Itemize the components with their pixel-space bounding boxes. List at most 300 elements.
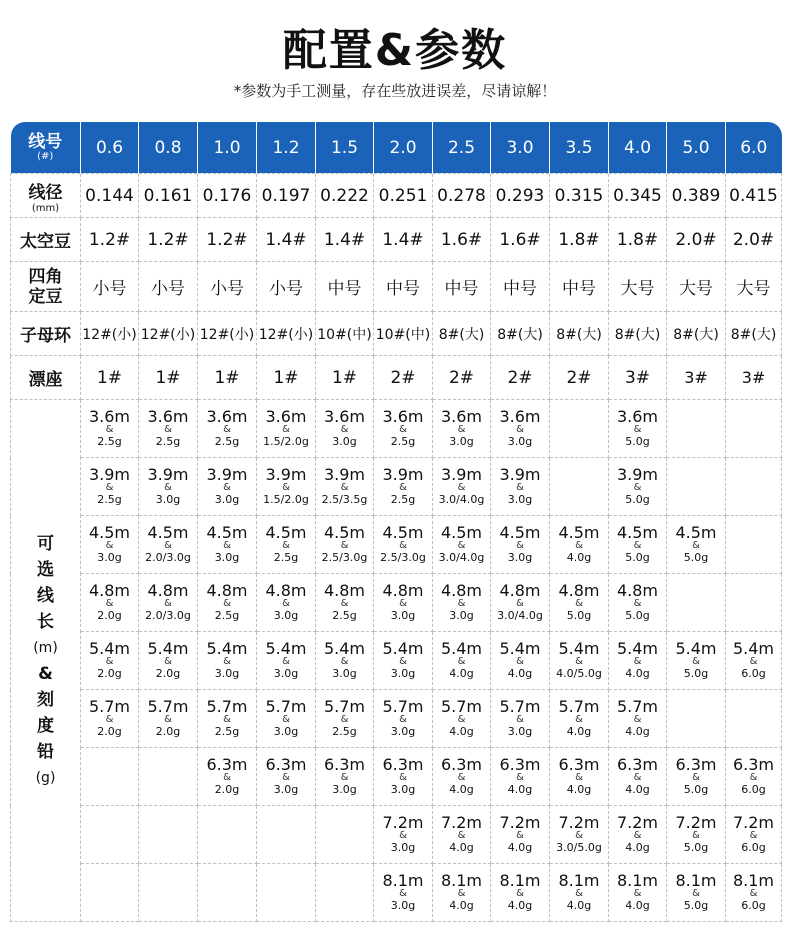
amp-symbol: & bbox=[399, 888, 407, 899]
amp-symbol: & bbox=[164, 656, 172, 667]
spec-value: 中号 bbox=[433, 262, 491, 312]
amp-symbol: & bbox=[399, 830, 407, 841]
line-length: 5.7m bbox=[558, 697, 600, 716]
line-length: 4.8m bbox=[323, 581, 366, 600]
amp-symbol: & bbox=[340, 540, 349, 551]
length-row bbox=[11, 516, 782, 574]
sinker-weight: 5.0g bbox=[683, 899, 709, 912]
amp-symbol: & bbox=[516, 598, 524, 609]
length-weight-cell bbox=[316, 806, 374, 864]
line-length: 4.5m bbox=[265, 523, 307, 542]
sinker-weight: 5.0g bbox=[625, 609, 650, 622]
line-length: 3.6m bbox=[616, 407, 659, 426]
length-weight-cell bbox=[433, 516, 491, 574]
spec-value: 中号 bbox=[550, 262, 609, 312]
length-weight-cell bbox=[726, 574, 782, 632]
spec-row bbox=[11, 174, 782, 218]
length-weight-cell bbox=[257, 458, 316, 516]
sinker-weight: 6.0g bbox=[741, 899, 766, 912]
length-weight-cell bbox=[726, 400, 782, 458]
sinker-weight: 4.0g bbox=[625, 899, 650, 912]
length-row bbox=[11, 458, 782, 516]
amp-symbol: & bbox=[516, 424, 524, 435]
line-length: 3.9m bbox=[440, 465, 483, 484]
sinker-weight: 2.5/3.0g bbox=[380, 551, 426, 564]
length-weight-cell bbox=[139, 748, 198, 806]
sinker-weight: 6.0g bbox=[741, 783, 766, 796]
length-weight-cell bbox=[316, 516, 374, 574]
line-length: 4.5m bbox=[323, 523, 366, 542]
sinker-weight: 2.5g bbox=[214, 609, 240, 622]
amp-symbol: & bbox=[633, 482, 642, 493]
length-weight-cell bbox=[491, 690, 550, 748]
sinker-weight: 4.0g bbox=[449, 667, 474, 680]
amp-symbol: & bbox=[340, 424, 349, 435]
sinker-weight: 5.0g bbox=[566, 609, 592, 622]
line-length: 6.3m bbox=[206, 755, 248, 774]
line-length: 7.2m bbox=[499, 813, 541, 832]
amp-symbol: & bbox=[575, 714, 583, 725]
amp-symbol: & bbox=[105, 540, 114, 551]
line-length: 8.1m bbox=[732, 871, 775, 890]
sinker-weight: 5.0g bbox=[625, 551, 650, 564]
line-length: 5.4m bbox=[732, 639, 775, 658]
spec-value: 3# bbox=[667, 356, 726, 400]
sinker-weight: 3.0g bbox=[390, 609, 416, 622]
sinker-weight: 3.0g bbox=[332, 435, 357, 448]
line-length: 7.2m bbox=[382, 813, 424, 832]
length-weight-cell bbox=[667, 400, 726, 458]
line-length: 5.4m bbox=[265, 639, 307, 658]
length-weight-cell bbox=[491, 574, 550, 632]
spec-value: 1# bbox=[316, 356, 374, 400]
length-weight-cell bbox=[374, 806, 433, 864]
amp-symbol: & bbox=[399, 714, 407, 725]
length-weight-cell bbox=[81, 806, 139, 864]
amp-symbol: & bbox=[457, 714, 466, 725]
length-weight-cell bbox=[491, 748, 550, 806]
length-weight-cell bbox=[609, 458, 667, 516]
sinker-weight: 4.0g bbox=[507, 667, 533, 680]
line-length: 6.3m bbox=[675, 755, 717, 774]
length-row bbox=[11, 748, 782, 806]
amp-symbol: & bbox=[633, 540, 642, 551]
line-length: 4.8m bbox=[499, 581, 541, 600]
length-weight-cell bbox=[257, 864, 316, 922]
line-length: 3.9m bbox=[323, 465, 366, 484]
amp-symbol: & bbox=[223, 656, 231, 667]
sinker-weight: 4.0g bbox=[566, 551, 592, 564]
line-length: 5.7m bbox=[323, 697, 366, 716]
sinker-weight: 3.0g bbox=[390, 725, 416, 738]
sinker-weight: 2.5g bbox=[214, 725, 240, 738]
spec-value: 0.293 bbox=[491, 174, 550, 218]
amp-symbol: & bbox=[223, 424, 231, 435]
amp-symbol: & bbox=[692, 656, 700, 667]
length-label-char: (m) bbox=[33, 639, 58, 656]
spec-value: 中号 bbox=[374, 262, 433, 312]
length-weight-cell bbox=[257, 632, 316, 690]
sinker-weight: 3.0g bbox=[214, 493, 240, 506]
length-weight-cell bbox=[81, 632, 139, 690]
sinker-weight: 2.5g bbox=[155, 435, 181, 448]
length-weight-cell bbox=[609, 806, 667, 864]
length-weight-cell bbox=[433, 632, 491, 690]
sinker-weight: 3.0g bbox=[390, 783, 416, 796]
sinker-weight: 2.5g bbox=[214, 435, 240, 448]
length-weight-cell bbox=[139, 806, 198, 864]
amp-symbol: & bbox=[105, 424, 114, 435]
amp-symbol: & bbox=[516, 656, 524, 667]
length-weight-cell bbox=[139, 400, 198, 458]
amp-symbol: & bbox=[340, 598, 349, 609]
spec-value: 12#(小) bbox=[257, 312, 316, 356]
sinker-weight: 3.0g bbox=[390, 667, 416, 680]
amp-symbol: & bbox=[164, 540, 172, 551]
sinker-weight: 6.0g bbox=[741, 841, 766, 854]
spec-value: 0.144 bbox=[81, 174, 139, 218]
length-weight-cell bbox=[198, 864, 257, 922]
amp-symbol: & bbox=[282, 772, 290, 783]
line-length: 3.6m bbox=[206, 407, 248, 426]
line-length: 5.4m bbox=[323, 639, 366, 658]
amp-symbol: & bbox=[457, 888, 466, 899]
spec-value: 1.6# bbox=[433, 218, 491, 262]
length-weight-cell bbox=[198, 632, 257, 690]
length-weight-cell bbox=[316, 400, 374, 458]
spec-value: 小号 bbox=[81, 262, 139, 312]
amp-symbol: & bbox=[399, 482, 407, 493]
sinker-weight: 3.0g bbox=[507, 725, 533, 738]
row-label-cell bbox=[11, 312, 81, 356]
sinker-weight: 2.0g bbox=[97, 667, 122, 680]
sinker-weight: 2.0g bbox=[97, 609, 122, 622]
line-length: 6.3m bbox=[616, 755, 659, 774]
amp-symbol: & bbox=[457, 540, 466, 551]
spec-value: 0.315 bbox=[550, 174, 609, 218]
sinker-weight: 2.0/3.0g bbox=[145, 551, 191, 564]
line-length: 4.5m bbox=[616, 523, 659, 542]
line-length: 6.3m bbox=[323, 755, 366, 774]
line-length: 6.3m bbox=[382, 755, 424, 774]
length-weight-cell bbox=[198, 806, 257, 864]
length-weight-cell bbox=[81, 516, 139, 574]
spec-value: 3# bbox=[726, 356, 782, 400]
row-label-cell bbox=[11, 174, 81, 218]
length-weight-cell bbox=[609, 516, 667, 574]
spec-value: 1.4# bbox=[316, 218, 374, 262]
amp-symbol: & bbox=[223, 540, 231, 551]
sinker-weight: 4.0g bbox=[625, 667, 650, 680]
length-weight-cell bbox=[726, 516, 782, 574]
length-weight-cell bbox=[139, 458, 198, 516]
spec-value: 8#(大) bbox=[550, 312, 609, 356]
amp-symbol: & bbox=[516, 714, 524, 725]
line-length: 5.7m bbox=[440, 697, 483, 716]
spec-table bbox=[10, 122, 782, 922]
amp-symbol: & bbox=[457, 482, 466, 493]
length-weight-cell bbox=[374, 400, 433, 458]
amp-symbol: & bbox=[633, 772, 642, 783]
spec-value: 1.6# bbox=[491, 218, 550, 262]
spec-value: 1# bbox=[81, 356, 139, 400]
length-weight-cell bbox=[257, 516, 316, 574]
length-weight-cell bbox=[198, 400, 257, 458]
spec-value: 1.2# bbox=[139, 218, 198, 262]
spec-value: 1# bbox=[198, 356, 257, 400]
sinker-weight: 3.0/5.0g bbox=[556, 841, 602, 854]
sinker-weight: 3.0g bbox=[155, 493, 181, 506]
sinker-weight: 2.5g bbox=[97, 493, 122, 506]
length-weight-cell bbox=[198, 574, 257, 632]
line-length: 3.6m bbox=[382, 407, 424, 426]
amp-symbol: & bbox=[749, 656, 758, 667]
amp-symbol: & bbox=[340, 656, 349, 667]
amp-symbol: & bbox=[164, 424, 172, 435]
spec-row bbox=[11, 262, 782, 312]
length-weight-cell bbox=[316, 632, 374, 690]
sinker-weight: 2.5g bbox=[390, 493, 416, 506]
line-length: 4.8m bbox=[616, 581, 659, 600]
amp-symbol: & bbox=[692, 540, 700, 551]
length-weight-cell bbox=[550, 806, 609, 864]
sinker-weight: 2.0g bbox=[155, 667, 181, 680]
header-label-cell bbox=[11, 122, 81, 174]
line-length: 5.7m bbox=[616, 697, 659, 716]
amp-symbol: & bbox=[457, 772, 466, 783]
length-weight-cell bbox=[81, 748, 139, 806]
spec-value: 2.0# bbox=[726, 218, 782, 262]
line-length: 5.7m bbox=[147, 697, 189, 716]
length-weight-cell bbox=[374, 516, 433, 574]
length-weight-cell bbox=[491, 864, 550, 922]
line-length: 4.5m bbox=[206, 523, 248, 542]
length-weight-cell bbox=[433, 690, 491, 748]
length-weight-cell bbox=[198, 458, 257, 516]
amp-symbol: & bbox=[399, 424, 407, 435]
length-weight-cell bbox=[374, 458, 433, 516]
amp-symbol: & bbox=[575, 656, 583, 667]
length-weight-cell bbox=[374, 574, 433, 632]
spec-value: 大号 bbox=[726, 262, 782, 312]
amp-symbol: & bbox=[575, 830, 583, 841]
header-value: 2.0 bbox=[374, 122, 433, 174]
amp-symbol: & bbox=[223, 714, 231, 725]
line-length: 5.4m bbox=[558, 639, 600, 658]
length-weight-cell bbox=[374, 632, 433, 690]
amp-symbol: & bbox=[692, 888, 700, 899]
spec-value: 2.0# bbox=[667, 218, 726, 262]
row-label: 漂座 bbox=[28, 370, 63, 390]
length-row bbox=[11, 690, 782, 748]
header-value: 6.0 bbox=[726, 122, 782, 174]
length-weight-cell bbox=[609, 574, 667, 632]
spec-value: 1.8# bbox=[550, 218, 609, 262]
amp-symbol: & bbox=[223, 598, 231, 609]
line-length: 4.8m bbox=[206, 581, 248, 600]
amp-symbol: & bbox=[633, 830, 642, 841]
sinker-weight: 4.0g bbox=[449, 841, 474, 854]
spec-value: 1.8# bbox=[609, 218, 667, 262]
sinker-weight: 5.0g bbox=[625, 493, 650, 506]
header-value: 0.8 bbox=[139, 122, 198, 174]
sinker-weight: 1.5/2.0g bbox=[263, 493, 309, 506]
spec-value: 0.345 bbox=[609, 174, 667, 218]
length-weight-cell bbox=[257, 400, 316, 458]
sinker-weight: 4.0g bbox=[625, 841, 650, 854]
spec-value: 2# bbox=[491, 356, 550, 400]
line-length: 3.9m bbox=[147, 465, 189, 484]
header-unit: (#) bbox=[37, 151, 54, 162]
line-length: 3.6m bbox=[440, 407, 483, 426]
spec-value: 小号 bbox=[198, 262, 257, 312]
line-length: 4.8m bbox=[440, 581, 483, 600]
amp-symbol: & bbox=[164, 482, 172, 493]
length-weight-cell bbox=[667, 748, 726, 806]
sinker-weight: 3.0g bbox=[507, 551, 533, 564]
length-weight-label bbox=[11, 400, 81, 922]
spec-value: 0.251 bbox=[374, 174, 433, 218]
page-subtitle: *参数为手工测量，存在些放进误差，尽请谅解！ bbox=[233, 82, 557, 100]
spec-value: 2# bbox=[433, 356, 491, 400]
spec-value: 10#(中) bbox=[374, 312, 433, 356]
line-length: 8.1m bbox=[616, 871, 659, 890]
amp-symbol: & bbox=[164, 714, 172, 725]
sinker-weight: 4.0g bbox=[507, 841, 533, 854]
sinker-weight: 3.0g bbox=[449, 435, 474, 448]
line-length: 5.7m bbox=[206, 697, 248, 716]
spec-value: 2# bbox=[374, 356, 433, 400]
spec-value: 0.415 bbox=[726, 174, 782, 218]
row-label-cell bbox=[11, 356, 81, 400]
sinker-weight: 4.0g bbox=[566, 725, 592, 738]
spec-value: 8#(大) bbox=[433, 312, 491, 356]
header-value: 4.0 bbox=[609, 122, 667, 174]
amp-symbol: & bbox=[340, 482, 349, 493]
amp-symbol: & bbox=[692, 830, 700, 841]
spec-value: 0.222 bbox=[316, 174, 374, 218]
line-length: 5.4m bbox=[382, 639, 424, 658]
length-weight-cell bbox=[374, 864, 433, 922]
spec-value: 8#(大) bbox=[667, 312, 726, 356]
sinker-weight: 3.0g bbox=[273, 725, 299, 738]
line-length: 5.4m bbox=[147, 639, 189, 658]
line-length: 5.7m bbox=[499, 697, 541, 716]
spec-value: 10#(中) bbox=[316, 312, 374, 356]
length-weight-cell bbox=[550, 864, 609, 922]
sinker-weight: 3.0/4.0g bbox=[438, 551, 485, 564]
length-weight-cell bbox=[550, 574, 609, 632]
length-weight-cell bbox=[81, 574, 139, 632]
length-weight-cell bbox=[726, 458, 782, 516]
amp-symbol: & bbox=[516, 482, 524, 493]
length-row bbox=[11, 632, 782, 690]
length-label-char: & bbox=[38, 663, 53, 684]
length-weight-cell bbox=[491, 632, 550, 690]
spec-value: 1# bbox=[139, 356, 198, 400]
row-unit: (mm) bbox=[31, 202, 60, 214]
line-length: 5.7m bbox=[265, 697, 307, 716]
length-weight-cell bbox=[81, 690, 139, 748]
line-length: 4.5m bbox=[382, 523, 424, 542]
amp-symbol: & bbox=[749, 888, 758, 899]
length-weight-cell bbox=[609, 400, 667, 458]
line-length: 5.7m bbox=[88, 697, 131, 716]
spec-row bbox=[11, 356, 782, 400]
length-weight-cell bbox=[550, 632, 609, 690]
spec-value: 0.161 bbox=[139, 174, 198, 218]
sinker-weight: 3.0g bbox=[214, 551, 240, 564]
amp-symbol: & bbox=[457, 830, 466, 841]
length-weight-cell bbox=[609, 864, 667, 922]
length-weight-cell bbox=[433, 400, 491, 458]
length-weight-cell bbox=[609, 690, 667, 748]
line-length: 5.4m bbox=[440, 639, 483, 658]
row-label: 子母环 bbox=[20, 326, 71, 346]
length-weight-cell bbox=[374, 748, 433, 806]
amp-symbol: & bbox=[575, 772, 583, 783]
amp-symbol: & bbox=[399, 540, 407, 551]
length-weight-cell bbox=[139, 690, 198, 748]
line-length: 3.9m bbox=[265, 465, 307, 484]
row-label-cell bbox=[11, 262, 81, 312]
sinker-weight: 3.0g bbox=[273, 783, 299, 796]
amp-symbol: & bbox=[633, 656, 642, 667]
length-label-char: 可 bbox=[37, 533, 54, 554]
length-weight-cell bbox=[433, 864, 491, 922]
length-weight-cell bbox=[257, 748, 316, 806]
spec-value: 大号 bbox=[667, 262, 726, 312]
header-value: 1.2 bbox=[257, 122, 316, 174]
amp-symbol: & bbox=[399, 656, 407, 667]
length-weight-cell bbox=[726, 690, 782, 748]
line-length: 7.2m bbox=[558, 813, 600, 832]
length-row bbox=[11, 400, 782, 458]
spec-table-container bbox=[10, 122, 781, 922]
length-weight-cell bbox=[667, 806, 726, 864]
length-weight-cell bbox=[139, 632, 198, 690]
amp-symbol: & bbox=[399, 598, 407, 609]
amp-symbol: & bbox=[516, 888, 524, 899]
length-label-char: 刻 bbox=[37, 689, 54, 710]
spec-value: 8#(大) bbox=[726, 312, 782, 356]
sinker-weight: 3.0g bbox=[449, 609, 474, 622]
sinker-weight: 3.0g bbox=[332, 667, 357, 680]
line-length: 6.3m bbox=[558, 755, 600, 774]
length-weight-cell bbox=[257, 690, 316, 748]
spec-value: 1# bbox=[257, 356, 316, 400]
spec-value: 1.4# bbox=[257, 218, 316, 262]
line-length: 7.2m bbox=[732, 813, 775, 832]
sinker-weight: 4.0g bbox=[566, 899, 592, 912]
sinker-weight: 2.5/3.0g bbox=[321, 551, 368, 564]
spec-value: 12#(小) bbox=[139, 312, 198, 356]
amp-symbol: & bbox=[282, 482, 290, 493]
length-weight-cell bbox=[667, 458, 726, 516]
sinker-weight: 5.0g bbox=[683, 551, 709, 564]
sinker-weight: 2.5g bbox=[332, 609, 357, 622]
row-label: 太空豆 bbox=[20, 232, 71, 252]
spec-value: 1.2# bbox=[81, 218, 139, 262]
sinker-weight: 3.0g bbox=[390, 899, 416, 912]
length-weight-cell bbox=[316, 748, 374, 806]
spec-value: 8#(大) bbox=[491, 312, 550, 356]
spec-value: 小号 bbox=[139, 262, 198, 312]
sinker-weight: 4.0g bbox=[566, 783, 592, 796]
spec-value: 中号 bbox=[316, 262, 374, 312]
amp-symbol: & bbox=[457, 656, 466, 667]
length-weight-cell bbox=[316, 864, 374, 922]
